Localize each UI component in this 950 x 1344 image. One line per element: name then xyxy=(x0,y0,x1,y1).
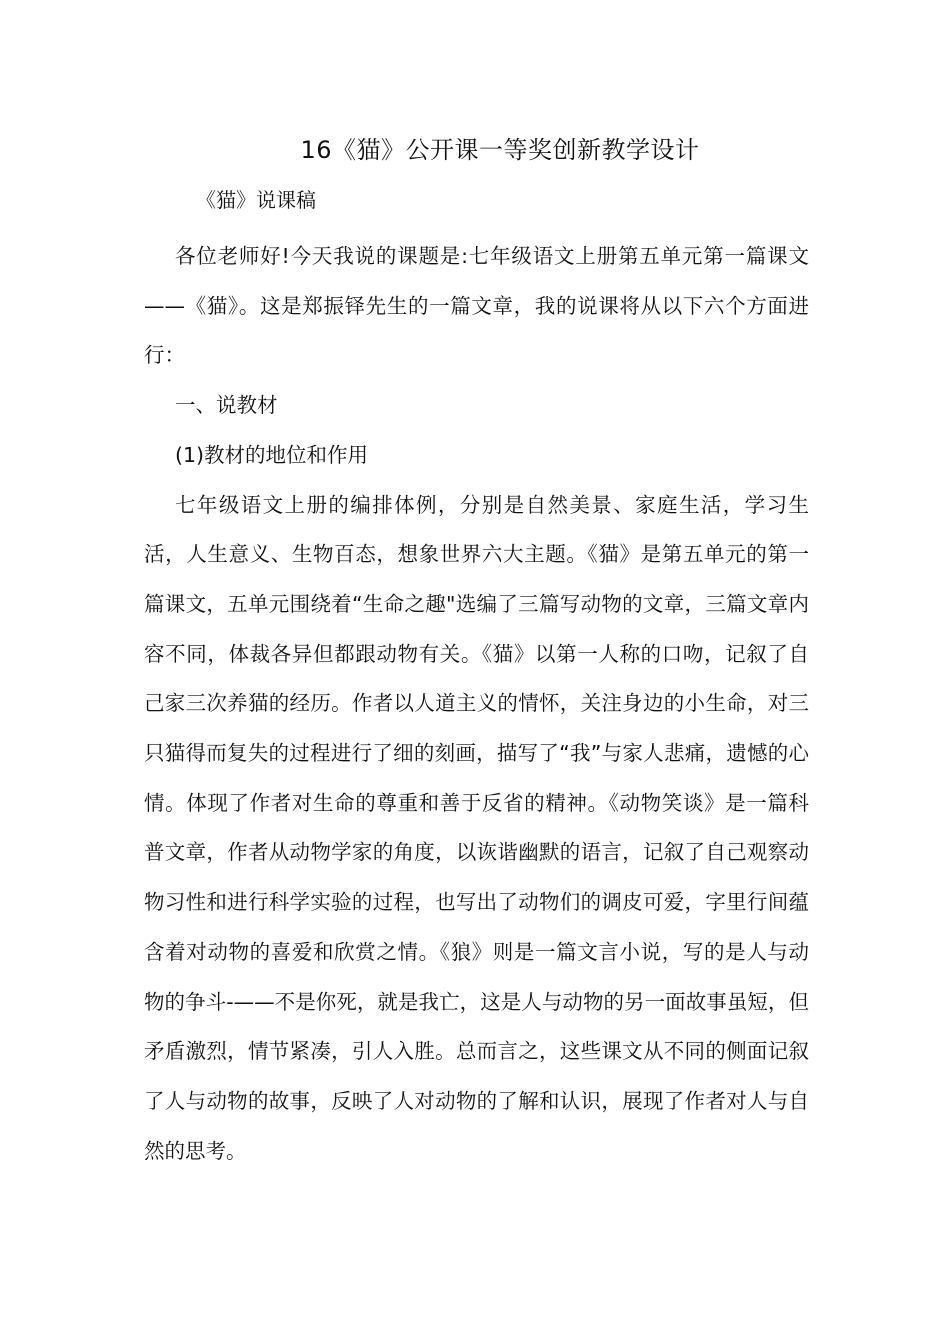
document-body xyxy=(144,232,809,1176)
document-title: 16《猫》公开课一等奖创新教学设计 xyxy=(300,136,700,164)
intro-paragraph: 各位老师好!今天我说的课题是:七年级语文上册第五单元第一篇课文——《猫》。这是郑振铎先生的一篇文章，我的说课将从以下六个方面进行： xyxy=(144,244,809,368)
section-heading: 一、说教材 xyxy=(175,393,278,418)
document-subtitle: 《猫》说课稿 xyxy=(196,188,316,212)
body-paragraph: 七年级语文上册的编排体例，分别是自然美景、家庭生活，学习生活，人生意义、生物百态，想象世界六大主题。《猫》是第五单元的第一篇课文，五单元围绕着“生命之趣"选编了三篇写动物的文章，三篇文章内容不同，体裁各异但都跟动物有关。《猫》以第一人称的口吻，记叙了自己家三次养猫的经历。作者以人道主义的情怀，关注身边的小生命，对三只猫得而复失的过程进行了细的刻画，描写了“我”与家人悲痛，遗憾的心情。体现了作者对生命的尊重和善于反省的精神。《动物笑谈》是一篇科普文章，作者从动物学家的角度，以诙谐幽默的语言，记叙了自己观察动物习性和进行科学实验的过程，也写出了动物们的调皮可爱，字里行间蕴含着对动物的喜爱和欣赏之情。《狼》则是一篇文言小说，写的是人与动物的争斗-——不是你死，就是我亡，这是人与动物的另一面故事虽短，但矛盾激烈，情节紧凑，引人入胜。总而言之，这些课文从不同的侧面记叙了人与动物的故事，反映了人对动物的了解和认识，展现了作者对人与自然的思考。 xyxy=(144,492,809,1163)
subsection-heading: (1)教材的地位和作用 xyxy=(175,442,369,467)
